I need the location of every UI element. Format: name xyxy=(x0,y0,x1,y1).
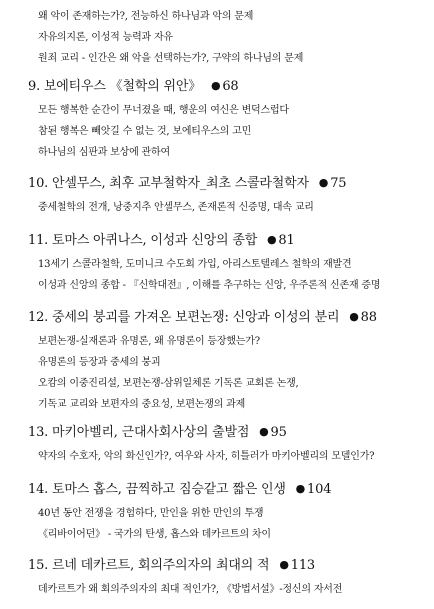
subtopic-line: 오캄의 이중진리설, 보편논쟁-삼위일체론 기독론 교회론 논쟁, xyxy=(38,378,299,389)
subtopic-line: 데카르트가 왜 회의주의자의 최대 적인가?, 《방법서설》-정신의 자서전 xyxy=(38,584,343,595)
chapter-heading xyxy=(28,77,428,97)
chapter-heading xyxy=(28,556,428,576)
subtopic-line: 중세철학의 전개, 낭중지추 안셀무스, 존재론적 신증명, 대속 교리 xyxy=(38,202,314,213)
toc-chapter-13 xyxy=(28,423,428,467)
subtopic-line: 참된 행복은 빼앗길 수 없는 것, 보에티우스의 고민 xyxy=(38,126,252,137)
page-number: 104 xyxy=(307,482,332,497)
chapter-number: 11. xyxy=(28,233,49,248)
page-number: 81 xyxy=(278,233,295,248)
bullet-icon: ● xyxy=(279,558,289,571)
chapter-heading xyxy=(28,423,428,443)
page-number: 113 xyxy=(290,558,315,573)
subtopic-line: 《리바이어던》 - 국가의 탄생, 홉스와 데카르트의 차이 xyxy=(38,529,271,540)
chapter-heading xyxy=(28,308,428,328)
toc-chapter-14 xyxy=(28,480,428,545)
page-number: 68 xyxy=(222,79,239,94)
bullet-icon: ● xyxy=(349,310,359,323)
chapter-subtopics xyxy=(38,446,428,467)
chapter-subtopics xyxy=(38,503,428,545)
subtopic-line: 보편논쟁-실재론과 유명론, 왜 유명론이 등장했는가? xyxy=(38,336,260,347)
toc-chapter-11 xyxy=(28,231,428,296)
toc-chapter-10 xyxy=(28,174,428,218)
chapter-title: 보에티우스 《철학의 위안》 xyxy=(43,79,201,94)
toc-chapter-9 xyxy=(28,77,428,163)
chapter-heading xyxy=(28,480,428,500)
subtopic-line: 자유의지론, 이성적 능력과 자유 xyxy=(38,32,173,43)
chapter-8-continued-lines xyxy=(38,6,428,69)
subtopic-line: 원죄 교리 - 인간은 왜 악을 선택하는가?, 구약의 하나님의 문제 xyxy=(38,53,304,64)
chapter-title: 안셀무스, 최후 교부철학자_최초 스콜라철학자 xyxy=(52,176,309,191)
subtopic-line: 약자의 수호자, 악의 화신인가?, 여우와 사자, 히틀러가 마키아벨리의 모델인가? xyxy=(38,451,375,462)
chapter-subtopics xyxy=(38,100,428,163)
chapter-number: 10. xyxy=(28,176,49,191)
chapter-heading xyxy=(28,174,428,194)
bullet-icon: ● xyxy=(267,233,277,246)
bullet-icon: ● xyxy=(318,176,329,189)
chapter-title: 토마스 아퀴나스, 이성과 신앙의 종합 xyxy=(52,233,258,248)
chapter-title: 중세의 붕괴를 가져온 보편논쟁: 신앙과 이성의 분리 xyxy=(52,310,340,325)
page-number: 95 xyxy=(270,425,287,440)
subtopic-line: 40년 동안 전쟁을 경험하다, 만인을 위한 만인의 투쟁 xyxy=(38,508,264,519)
chapter-subtopics xyxy=(38,254,428,296)
subtopic-line: 이성과 신앙의 종합 - 『신학대전』, 이해를 추구하는 신앙, 우주론적 신존재 증명 xyxy=(38,280,381,291)
subtopic-line: 기독교 교리와 보편자의 중요성, 보편논쟁의 과제 xyxy=(38,399,246,410)
subtopic-line: 하나님의 심판과 보상에 관하여 xyxy=(38,147,170,158)
chapter-title: 토마스 홉스, 끔찍하고 짐승같고 짧은 인생 xyxy=(52,482,286,497)
chapter-number: 15. xyxy=(28,558,49,573)
toc-chapter-15 xyxy=(28,556,428,600)
page-number: 75 xyxy=(330,176,347,191)
chapter-number: 14. xyxy=(28,482,49,497)
chapter-number: 13. xyxy=(28,425,49,440)
subtopic-line: 유명론의 등장과 중세의 붕괴 xyxy=(38,357,161,368)
chapter-number: 9. xyxy=(28,79,41,94)
subtopic-line: 13세기 스콜라철학, 도미니크 수도회 가입, 아리스토텔레스 철학의 재발견 xyxy=(38,259,352,270)
chapter-subtopics xyxy=(38,331,428,415)
bullet-icon: ● xyxy=(295,482,306,495)
page-number: 88 xyxy=(360,310,377,325)
bullet-icon: ● xyxy=(210,79,221,92)
subtopic-line: 모든 행복한 순간이 무너졌을 때, 행운의 여신은 변덕스럽다 xyxy=(38,105,289,116)
chapter-number: 12. xyxy=(28,310,49,325)
subtopic-line: 왜 악이 존재하는가?, 전능하신 하나님과 악의 문제 xyxy=(38,11,254,22)
chapter-subtopics xyxy=(38,197,428,218)
bullet-icon: ● xyxy=(259,425,269,438)
chapter-title: 마키아벨리, 근대사회사상의 출발점 xyxy=(52,425,250,440)
chapter-subtopics xyxy=(38,579,428,600)
chapter-heading xyxy=(28,231,428,251)
toc-chapter-12 xyxy=(28,308,428,415)
chapter-title: 르네 데카르트, 회의주의자의 최대의 적 xyxy=(52,558,270,573)
